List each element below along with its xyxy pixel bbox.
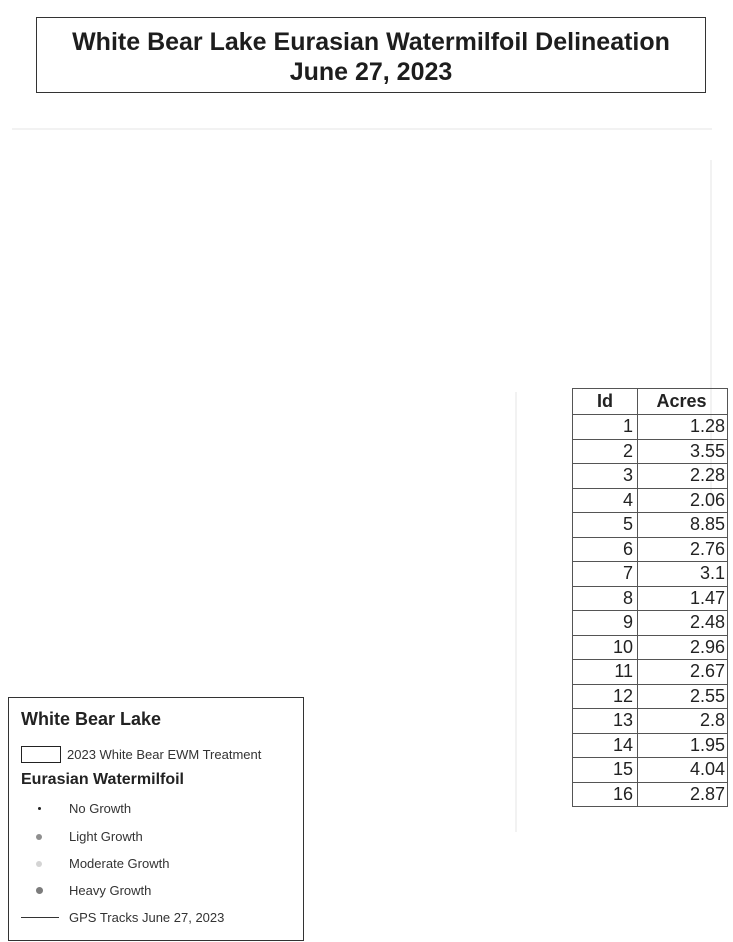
cell-acres: 2.87 (638, 782, 728, 807)
acres-table (572, 388, 728, 807)
table-row (573, 611, 728, 636)
cell-acres: 2.48 (638, 611, 728, 636)
cell-id: 6 (573, 537, 638, 562)
heavy-growth-dot-icon (36, 887, 43, 894)
legend-item-light-growth (9, 829, 143, 844)
cell-acres: 2.8 (638, 709, 728, 734)
legend-item-moderate-growth (9, 856, 169, 871)
table-header-row (573, 389, 728, 415)
cell-id: 9 (573, 611, 638, 636)
table-row (573, 562, 728, 587)
cell-acres: 2.55 (638, 684, 728, 709)
cell-id: 8 (573, 586, 638, 611)
legend-item-no-growth (9, 801, 131, 816)
cell-id: 4 (573, 488, 638, 513)
scan-artifact (12, 128, 712, 130)
cell-acres: 2.76 (638, 537, 728, 562)
cell-acres: 4.04 (638, 758, 728, 783)
cell-id: 7 (573, 562, 638, 587)
cell-id: 2 (573, 439, 638, 464)
table-row (573, 782, 728, 807)
cell-acres: 1.47 (638, 586, 728, 611)
legend-title: White Bear Lake (21, 709, 162, 729)
table-row (573, 488, 728, 513)
cell-id: 11 (573, 660, 638, 685)
table-row (573, 464, 728, 489)
cell-acres: 2.06 (638, 488, 728, 513)
cell-acres: 1.28 (638, 415, 728, 440)
cell-acres: 8.85 (638, 513, 728, 538)
moderate-growth-dot-icon (36, 861, 42, 867)
cell-id: 16 (573, 782, 638, 807)
legend-item-label: Heavy Growth (69, 883, 152, 898)
legend-item-label: GPS Tracks June 27, 2023 (69, 910, 225, 925)
cell-acres: 3.55 (638, 439, 728, 464)
no-growth-dot-icon (38, 807, 41, 810)
cell-id: 10 (573, 635, 638, 660)
cell-acres: 2.67 (638, 660, 728, 685)
column-header-acres: Acres (638, 389, 728, 415)
cell-acres: 1.95 (638, 733, 728, 758)
table-row (573, 660, 728, 685)
legend-item-label: No Growth (69, 801, 132, 816)
table-row (573, 415, 728, 440)
light-growth-dot-icon (36, 834, 42, 840)
cell-acres: 3.1 (638, 562, 728, 587)
table-row (573, 684, 728, 709)
cell-id: 15 (573, 758, 638, 783)
table-row (573, 586, 728, 611)
legend-item-heavy-growth (9, 883, 151, 898)
cell-id: 1 (573, 415, 638, 440)
cell-id: 14 (573, 733, 638, 758)
table-row (573, 758, 728, 783)
cell-id: 5 (573, 513, 638, 538)
cell-acres: 2.96 (638, 635, 728, 660)
treatment-area-swatch-icon (21, 746, 61, 763)
table-row (573, 635, 728, 660)
legend-item-label: Light Growth (69, 829, 143, 844)
table-body (573, 415, 728, 807)
cell-id: 3 (573, 464, 638, 489)
table-row (573, 513, 728, 538)
legend-item-treatment (9, 746, 261, 763)
map-date: June 27, 2023 (289, 58, 453, 86)
legend-item-label: Moderate Growth (69, 856, 170, 871)
cell-id: 13 (573, 709, 638, 734)
column-header-id: Id (573, 389, 638, 415)
map-legend (8, 697, 304, 941)
gps-track-line-icon (21, 917, 59, 918)
legend-item-label: 2023 White Bear EWM Treatment (67, 747, 262, 762)
map-title-box (36, 17, 706, 93)
scan-artifact (515, 392, 517, 832)
legend-item-gps-tracks (9, 910, 224, 925)
table-row (573, 439, 728, 464)
map-title: White Bear Lake Eurasian Watermilfoil Delineation (72, 28, 670, 56)
table-row (573, 709, 728, 734)
cell-acres: 2.28 (638, 464, 728, 489)
cell-id: 12 (573, 684, 638, 709)
table-row (573, 537, 728, 562)
table-row (573, 733, 728, 758)
legend-subtitle: Eurasian Watermilfoil (21, 771, 184, 788)
